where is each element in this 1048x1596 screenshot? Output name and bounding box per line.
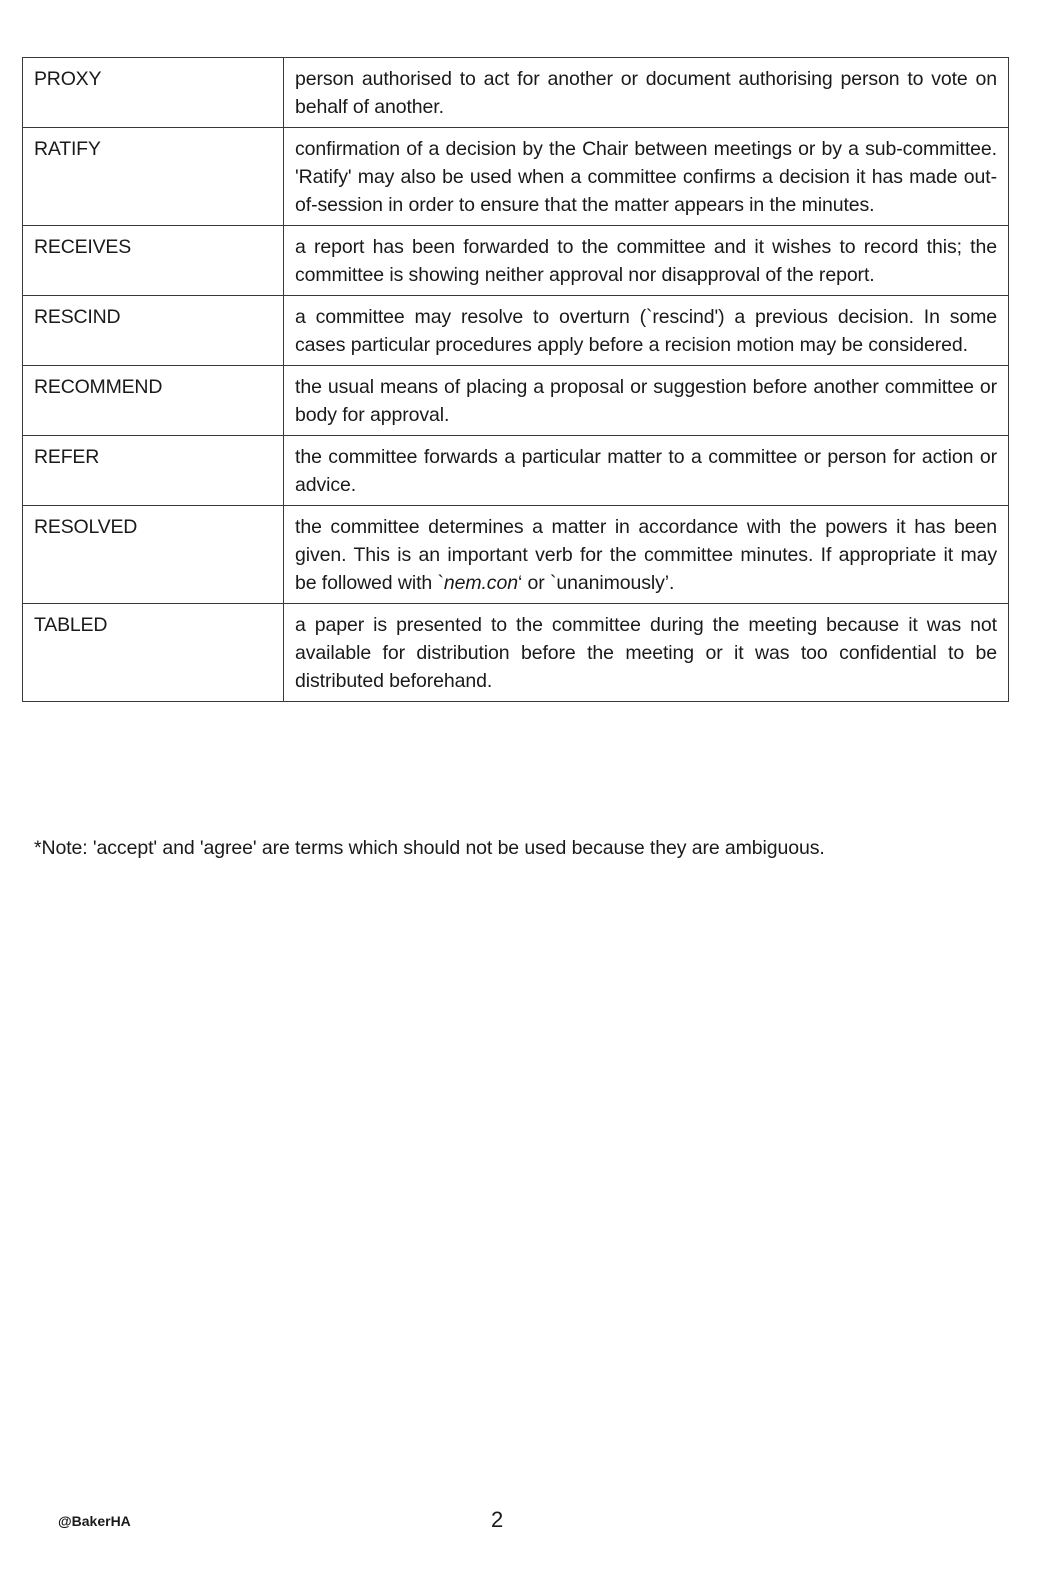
term-cell: RECEIVES: [23, 226, 284, 296]
definition-italic-text: nem.con: [443, 572, 518, 594]
term-cell: RATIFY: [23, 128, 284, 226]
term-cell: REFER: [23, 436, 284, 506]
footnote: *Note: 'accept' and 'agree' are terms which should not be used because they are ambiguous.: [34, 837, 825, 859]
term-cell: RESCIND: [23, 296, 284, 366]
table-row: [23, 226, 1009, 296]
definition-text: the committee determines a matter in accordance with the powers it has been given. This is an important verb for the committee minutes. If appropriate it may be followed with `: [295, 516, 997, 594]
table-row: [23, 436, 1009, 506]
definition-text: ‘ or `unanimously’.: [517, 572, 675, 594]
table-row: [23, 128, 1009, 226]
definition-cell: person authorised to act for another or document authorising person to vote on behalf of another.: [284, 58, 1009, 128]
page-number: 2: [491, 1507, 504, 1532]
term-cell: TABLED: [23, 604, 284, 702]
table-row: [23, 604, 1009, 702]
term-cell: RESOLVED: [23, 506, 284, 604]
definition-cell: a report has been forwarded to the committee and it wishes to record this; the committee is showing neither approval nor disapproval of the report.: [284, 226, 1009, 296]
definition-cell: the committee forwards a particular matter to a committee or person for action or advice.: [284, 436, 1009, 506]
term-cell: RECOMMEND: [23, 366, 284, 436]
term-cell: PROXY: [23, 58, 284, 128]
definition-cell: [284, 506, 1009, 604]
footer-author: @BakerHA: [58, 1513, 131, 1529]
table-row: [23, 366, 1009, 436]
definition-cell: the usual means of placing a proposal or suggestion before another committee or body for approval.: [284, 366, 1009, 436]
definition-cell: a paper is presented to the committee during the meeting because it was not available for distribution before the meeting or it was too confidential to be distributed beforehand.: [284, 604, 1009, 702]
table-row: [23, 58, 1009, 128]
definition-cell: confirmation of a decision by the Chair between meetings or by a sub-committee. 'Ratify' may also be used when a committee confirms a decision it has made out-of-session in order to ensure that the matter appears in the minutes.: [284, 128, 1009, 226]
definition-cell: a committee may resolve to overturn (`rescind') a previous decision. In some cases particular procedures apply before a recision motion may be considered.: [284, 296, 1009, 366]
glossary-table: [22, 57, 1009, 702]
table-row: [23, 296, 1009, 366]
table-row: [23, 506, 1009, 604]
